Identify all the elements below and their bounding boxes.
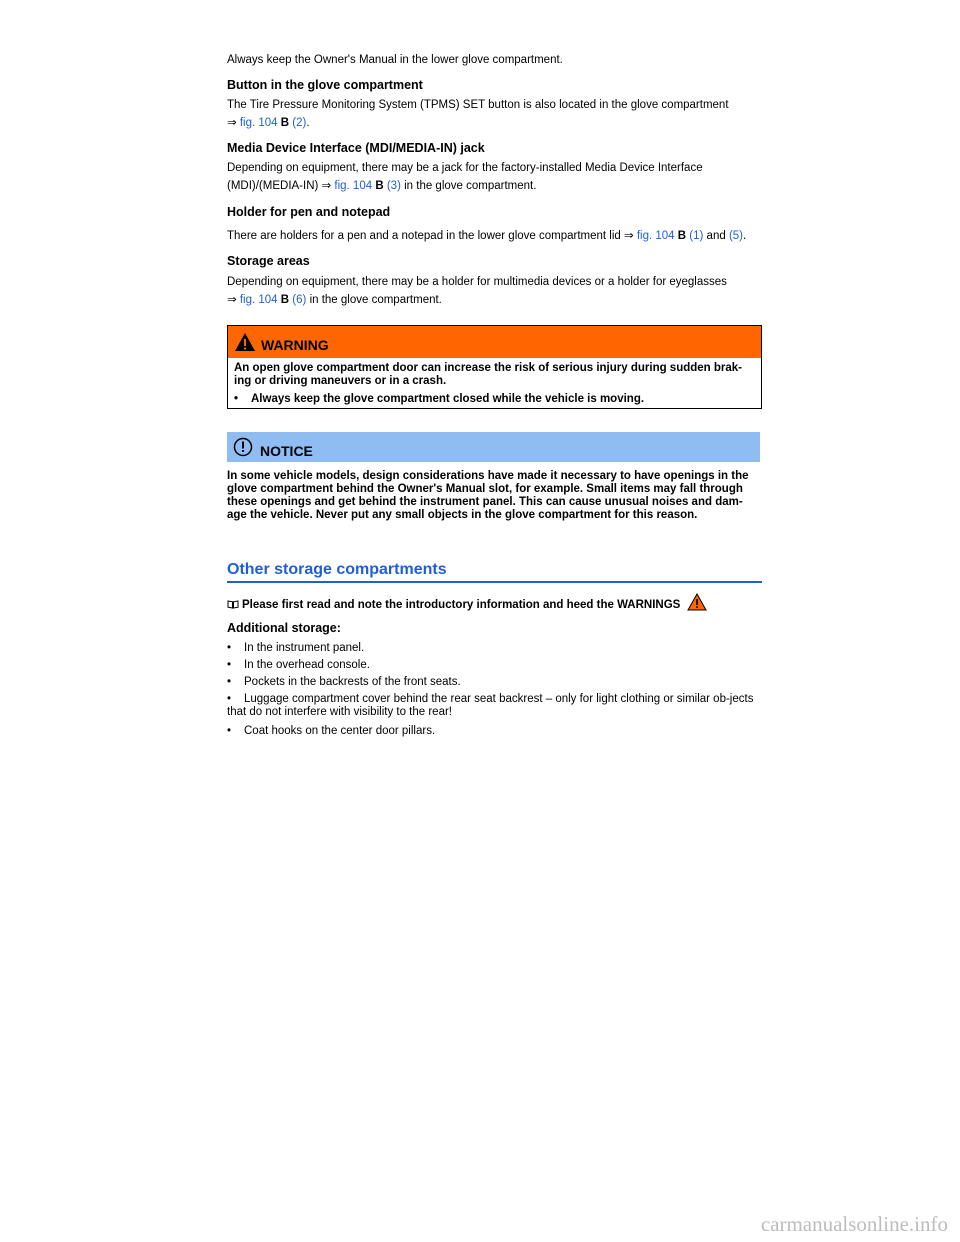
storage-line1: Depending on equipment, there may be a holder for multimedia devices or a holder for eyeglasses (227, 276, 727, 288)
warning-box (227, 325, 762, 409)
ref-link[interactable]: (2) (292, 117, 307, 129)
list-item: • Pockets in the backrests of the front seats. (227, 676, 461, 688)
warning-triangle-icon[interactable] (687, 593, 707, 611)
button-line2: ⇒ fig. 104 B (2). (227, 117, 310, 129)
warning-header (228, 326, 761, 358)
intro-text: Always keep the Owner's Manual in the lower glove compartment. (227, 54, 563, 66)
list-item: • Luggage compartment cover behind the rear seat backrest – only for light clothing or similar ob-jects that do not interfere with visibility to the rear! (227, 693, 754, 718)
fig-link[interactable]: fig. 104 (334, 180, 373, 192)
fig-link[interactable]: fig. 104 (239, 117, 278, 129)
warning-triangle-icon (234, 332, 256, 352)
heading-storage: Storage areas (227, 254, 310, 268)
list-item: • Coat hooks on the center door pillars. (227, 725, 436, 737)
ref-link[interactable]: (6) (292, 294, 307, 306)
read-first-note: Please first read and note the introductory information and heed the WARNINGS (227, 593, 707, 614)
ref-link[interactable]: (5) (728, 230, 743, 242)
mdi-line2: (MDI)/(MEDIA-IN) ⇒ fig. 104 B (3) in the glove compartment. (227, 180, 537, 192)
watermark-footer: carmanualsonline.info (760, 1212, 948, 1236)
section-title-other-storage: Other storage compartments (227, 561, 762, 583)
warning-bullet: • Always keep the glove compartment closed while the vehicle is moving. (234, 393, 645, 405)
mdi-line1: Depending on equipment, there may be a jack for the factory-installed Media Device Interface (227, 162, 703, 174)
list-item: • In the instrument panel. (227, 642, 365, 654)
holder-line1: There are holders for a pen and a notepad in the lower glove compartment lid ⇒ fig. 104 B (1) and (5). (227, 230, 747, 242)
fig-link[interactable]: fig. 104 (636, 230, 675, 242)
heading-holder: Holder for pen and notepad (227, 205, 391, 219)
ref-link[interactable]: (1) (689, 230, 704, 242)
notice-title: NOTICE (260, 443, 313, 459)
notice-header (227, 432, 760, 462)
storage-line2: ⇒ fig. 104 B (6) in the glove compartment. (227, 294, 442, 306)
heading-button: Button in the glove compartment (227, 78, 423, 92)
warning-text: An open glove compartment door can increase the risk of serious injury during sudden brak-ing or driving maneuvers or in a crash. (234, 362, 743, 387)
book-icon (227, 599, 239, 609)
notice-exclamation-icon (233, 437, 253, 457)
button-line1: The Tire Pressure Monitoring System (TPMS) SET button is also located in the glove compartment (227, 99, 729, 111)
notice-text: In some vehicle models, design considerations have made it necessary to have openings in the glove compartment behind the Owner's Manual slot, for example. Small items may fall through these openings and get behind the instrument panel. This can cause unusual noises and dam-age the vehicle. Never put any small objects in the glove compartment for this reason. (227, 470, 749, 521)
warning-body (228, 358, 761, 406)
ref-link[interactable]: (3) (386, 180, 401, 192)
heading-mdi: Media Device Interface (MDI/MEDIA-IN) jack (227, 141, 485, 155)
heading-additional-storage: Additional storage: (227, 621, 341, 635)
list-item: • In the overhead console. (227, 659, 370, 671)
fig-link[interactable]: fig. 104 (239, 294, 278, 306)
warning-title: WARNING (261, 337, 329, 353)
